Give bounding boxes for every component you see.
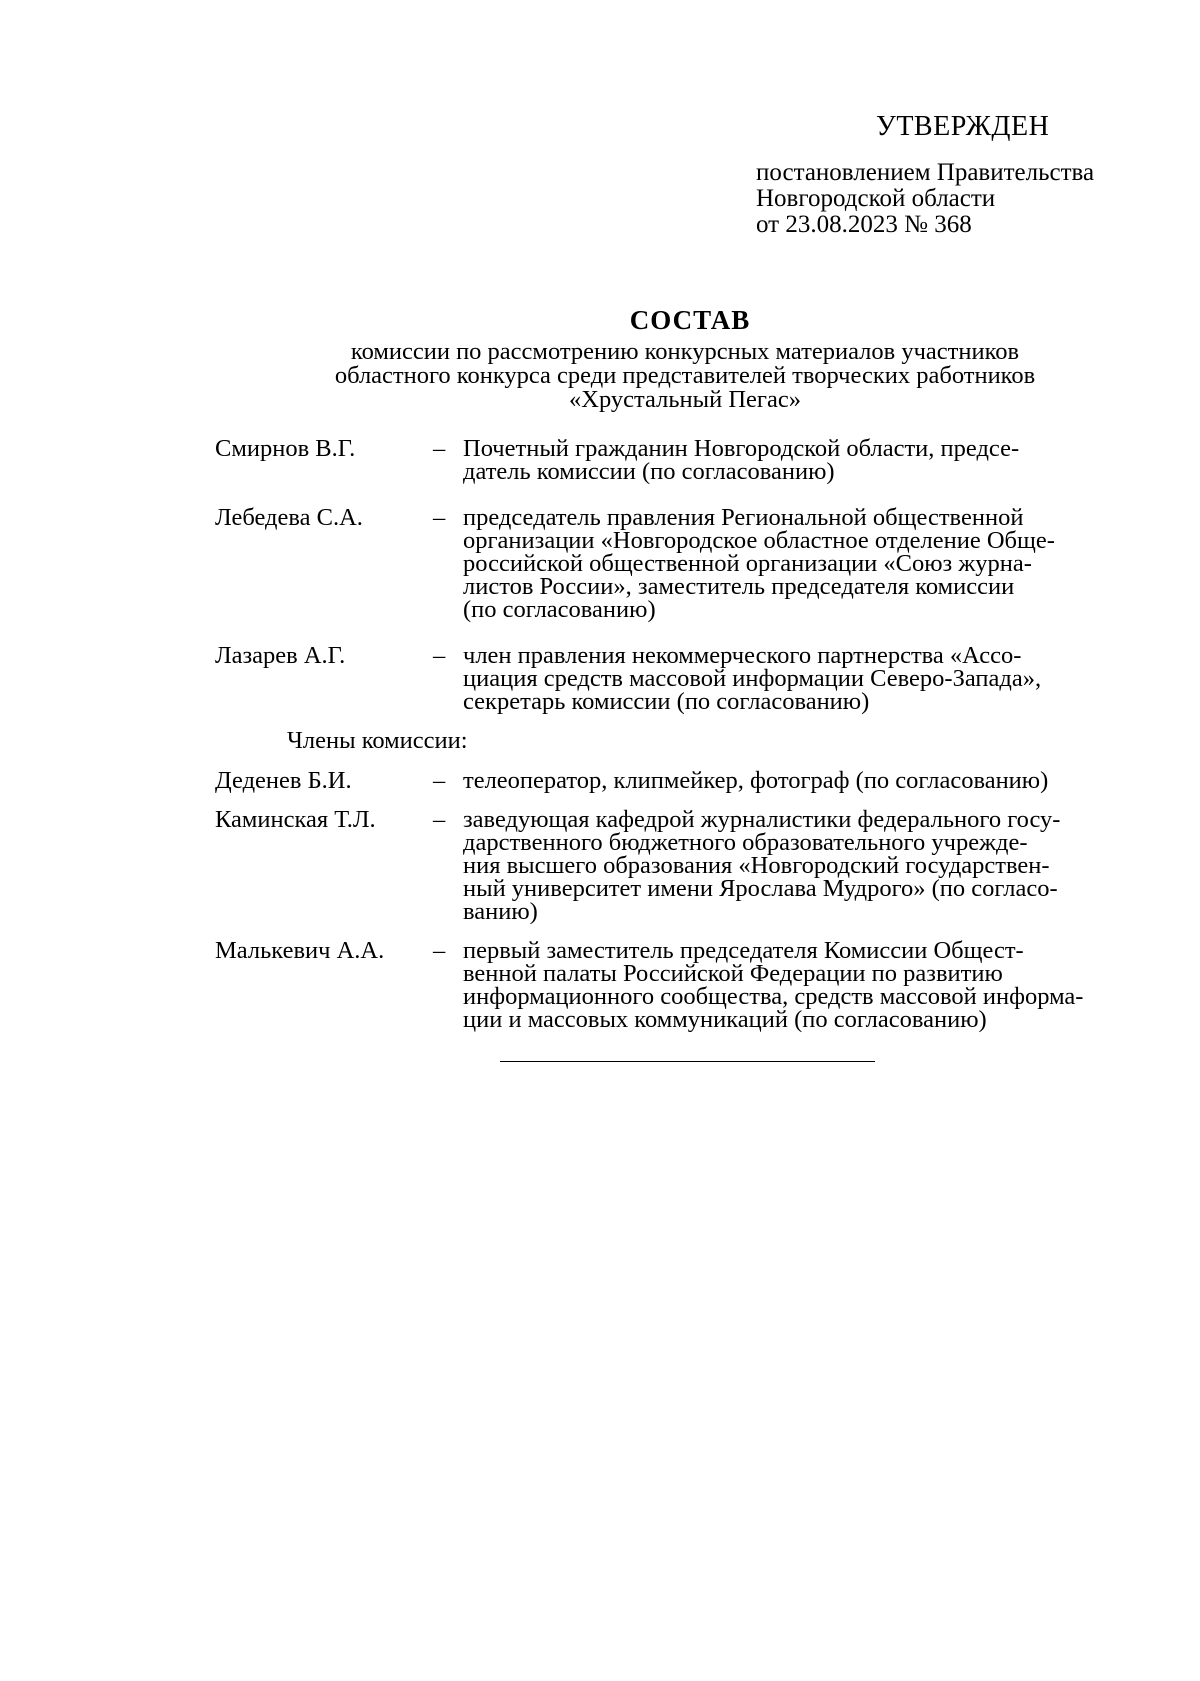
approval-stamp: УТВЕРЖДЕН xyxy=(876,111,1050,142)
role-line: дарственного бюджетного образовательного учрежде- xyxy=(463,829,1028,856)
member-name: Лазарев А.Г. xyxy=(215,642,346,669)
subtitle-line: «Хрустальный Пегас» xyxy=(569,386,801,413)
member-row xyxy=(215,644,1155,713)
member-name: Деденев Б.И. xyxy=(215,767,352,794)
role-line: ный университет имени Ярослава Мудрого» (по согласо- xyxy=(463,875,1058,902)
member-dash: – xyxy=(433,504,446,531)
member-role xyxy=(463,506,1153,621)
role-line: датель комиссии (по согласованию) xyxy=(463,458,835,485)
role-line: информационного сообщества, средств массовой информа- xyxy=(463,983,1084,1010)
role-line: первый заместитель председателя Комиссии Общест- xyxy=(463,937,1024,964)
role-line: член правления некоммерческого партнерства «Ассо- xyxy=(463,642,1022,669)
approval-line: от 23.08.2023 № 368 xyxy=(756,211,972,238)
role-line: телеоператор, клипмейкер, фотограф (по согласованию) xyxy=(463,767,1049,794)
member-row xyxy=(215,939,1155,1031)
member-name: Лебедева С.А. xyxy=(215,504,363,531)
role-line: секретарь комиссии (по согласованию) xyxy=(463,688,870,715)
member-role xyxy=(463,644,1153,713)
member-row xyxy=(215,506,1155,621)
approval-line: Новгородской области xyxy=(756,185,996,212)
role-line: российской общественной организации «Союз журна- xyxy=(463,550,1032,577)
member-row xyxy=(215,437,1155,483)
member-dash: – xyxy=(433,642,446,669)
role-line: циация средств массовой информации Северо-Запада», xyxy=(463,665,1042,692)
role-line: заведующая кафедрой журналистики федерального госу- xyxy=(463,806,1061,833)
subtitle-line: областного конкурса среди представителей творческих работников xyxy=(334,362,1036,389)
members-section-label: Члены комиссии: xyxy=(287,727,468,754)
member-dash: – xyxy=(433,767,446,794)
subtitle-line: комиссии по рассмотрению конкурсных материалов участников xyxy=(350,338,1020,365)
member-role xyxy=(463,769,1153,792)
approval-block xyxy=(756,112,1176,238)
role-line: венной палаты Российской Федерации по развитию xyxy=(463,960,1003,987)
member-role xyxy=(463,437,1153,483)
commission-list xyxy=(215,437,1155,1031)
member-dash: – xyxy=(433,806,446,833)
role-line: председатель правления Региональной общественной xyxy=(463,504,1024,531)
role-line: Почетный гражданин Новгородской области, предсе- xyxy=(463,435,1020,462)
role-line: (по согласованию) xyxy=(463,596,656,623)
member-row xyxy=(215,769,1155,792)
member-role xyxy=(463,939,1153,1031)
role-line: организации «Новгородское областное отделение Обще- xyxy=(463,527,1055,554)
closing-divider xyxy=(500,1061,875,1062)
role-line: ции и массовых коммуникаций (по согласованию) xyxy=(463,1006,987,1033)
member-name: Каминская Т.Л. xyxy=(215,806,376,833)
member-dash: – xyxy=(433,435,446,462)
member-dash: – xyxy=(433,937,446,964)
member-row xyxy=(215,808,1155,923)
approval-line: постановлением Правительства xyxy=(756,159,1095,186)
role-line: ванию) xyxy=(463,898,538,925)
member-role xyxy=(463,808,1153,923)
document-subtitle xyxy=(230,340,1140,412)
document-title: СОСТАВ xyxy=(629,305,751,335)
member-name: Смирнов В.Г. xyxy=(215,435,356,462)
role-line: листов России», заместитель председателя комиссии xyxy=(463,573,1015,600)
role-line: ния высшего образования «Новгородский государствен- xyxy=(463,852,1050,879)
member-name: Малькевич А.А. xyxy=(215,937,385,964)
